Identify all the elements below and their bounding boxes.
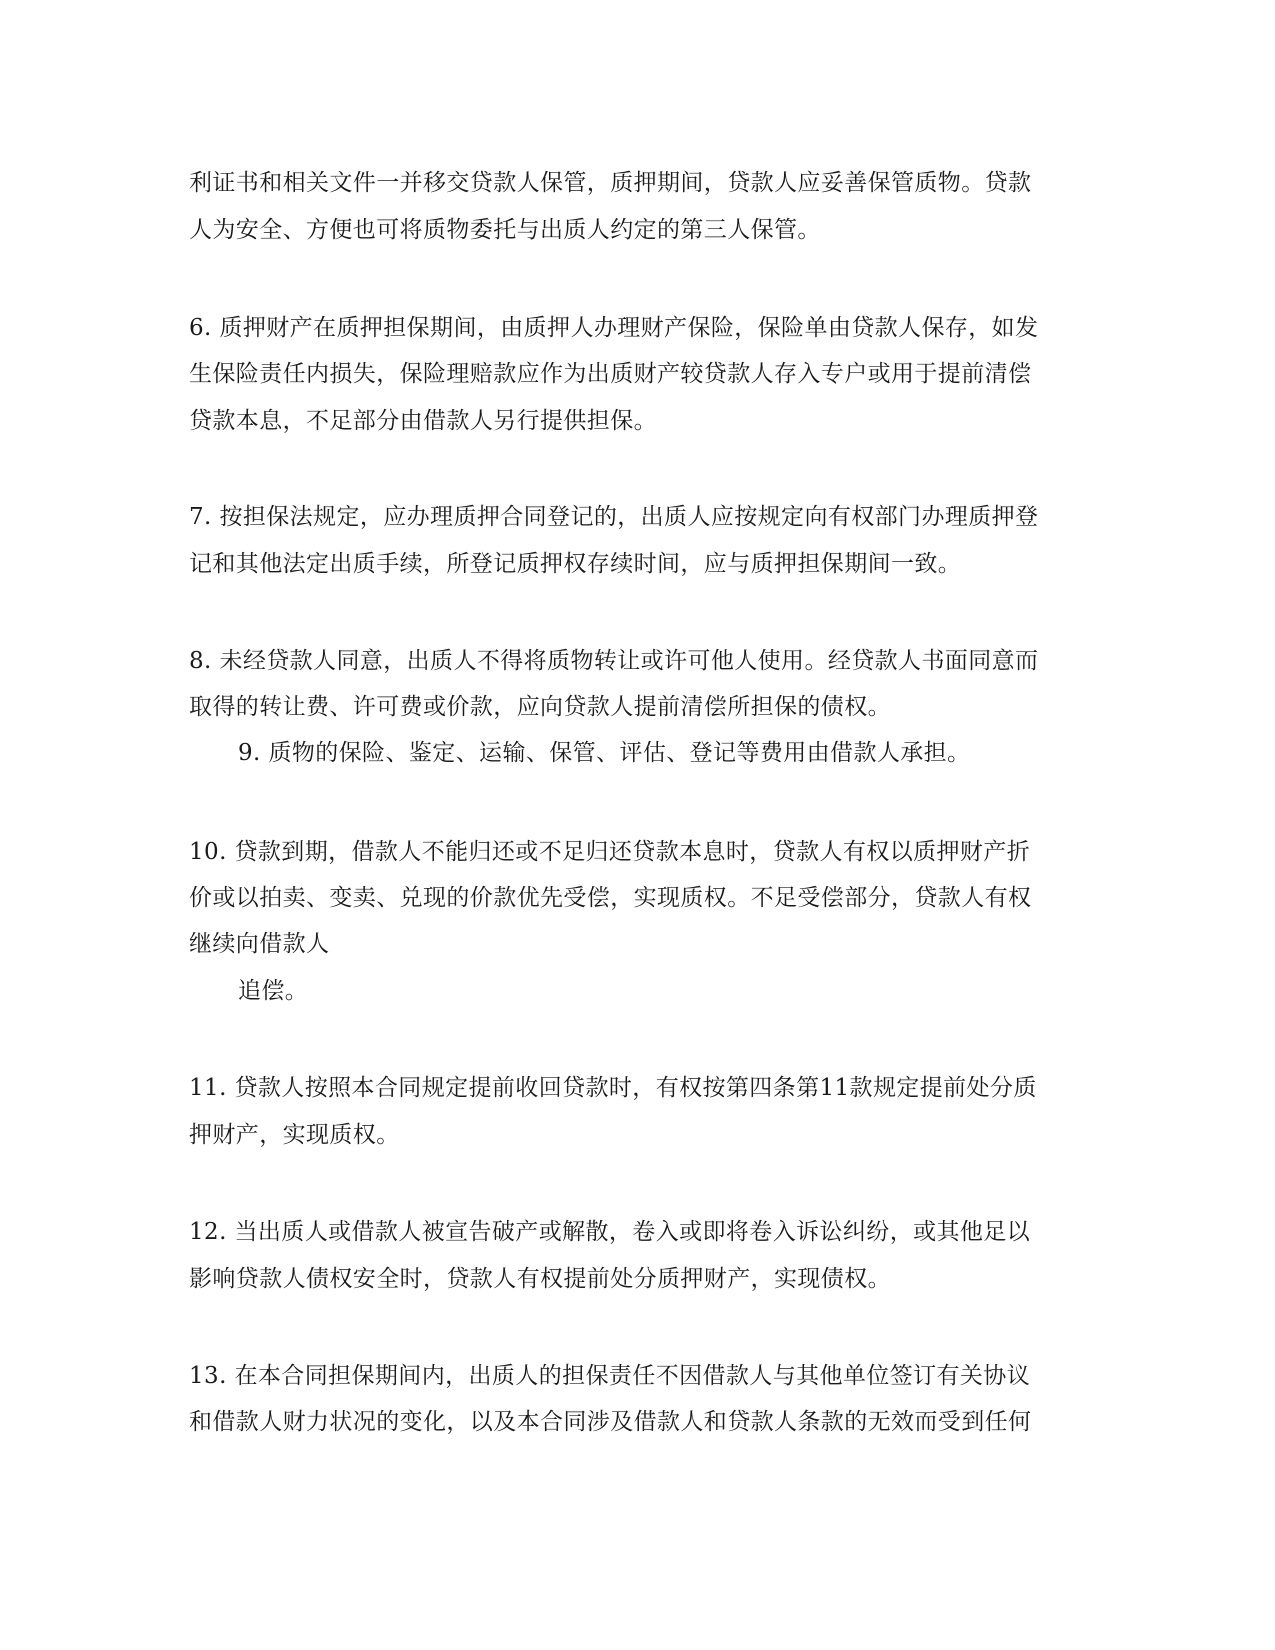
text-line: 记和其他法定出质手续，所登记质押权存续时间，应与质押担保期间一致。 (189, 551, 962, 577)
text-line: 押财产，实现质权。 (189, 1122, 400, 1148)
text-line: 人为安全、方便也可将质物委托与出质人约定的第三人保管。 (189, 217, 821, 243)
text-line: 价或以拍卖、变卖、兑现的价款优先受偿，实现质权。不足受偿部分，贷款人有权 (189, 885, 1032, 911)
text-line: 8. 未经贷款人同意，出质人不得将质物转让或许可他人使用。经贷款人书面同意而 (189, 648, 1039, 674)
text-line: 9. 质物的保险、鉴定、运输、保管、评估、登记等费用由借款人承担。 (238, 740, 971, 766)
text-line: 12. 当出质人或借款人被宣告破产或解散，卷入或即将卷入诉讼纠纷，或其他足以 (189, 1219, 1031, 1245)
text-line: 继续向借款人 (189, 931, 330, 957)
text-line: 利证书和相关文件一并移交贷款人保管，质押期间，贷款人应妥善保管质物。贷款 (189, 170, 1032, 196)
text-line: 和借款人财力状况的变化，以及本合同涉及借款人和贷款人条款的无效而受到任何 (189, 1409, 1032, 1435)
text-line: 贷款本息，不足部分由借款人另行提供担保。 (189, 408, 657, 434)
text-line: 6. 质押财产在质押担保期间，由质押人办理财产保险，保险单由贷款人保存，如发 (189, 315, 1039, 341)
text-line: 生保险责任内损失，保险理赔款应作为出质财产较贷款人存入专户或用于提前清偿 (189, 361, 1032, 387)
text-line: 13. 在本合同担保期间内，出质人的担保责任不因借款人与其他单位签订有关协议 (189, 1363, 1031, 1389)
text-line: 10. 贷款到期，借款人不能归还或不足归还贷款本息时，贷款人有权以质押财产折 (189, 839, 1031, 865)
text-line: 影响贷款人债权安全时，贷款人有权提前处分质押财产，实现债权。 (189, 1266, 891, 1292)
text-line: 取得的转让费、许可费或价款，应向贷款人提前清偿所担保的债权。 (189, 694, 891, 720)
text-line: 7. 按担保法规定，应办理质押合同登记的，出质人应按规定向有权部门办理质押登 (189, 504, 1039, 530)
text-line: 11. 贷款人按照本合同规定提前收回贷款时，有权按第四条第11款规定提前处分质 (189, 1075, 1037, 1101)
text-line: 追偿。 (238, 978, 309, 1004)
